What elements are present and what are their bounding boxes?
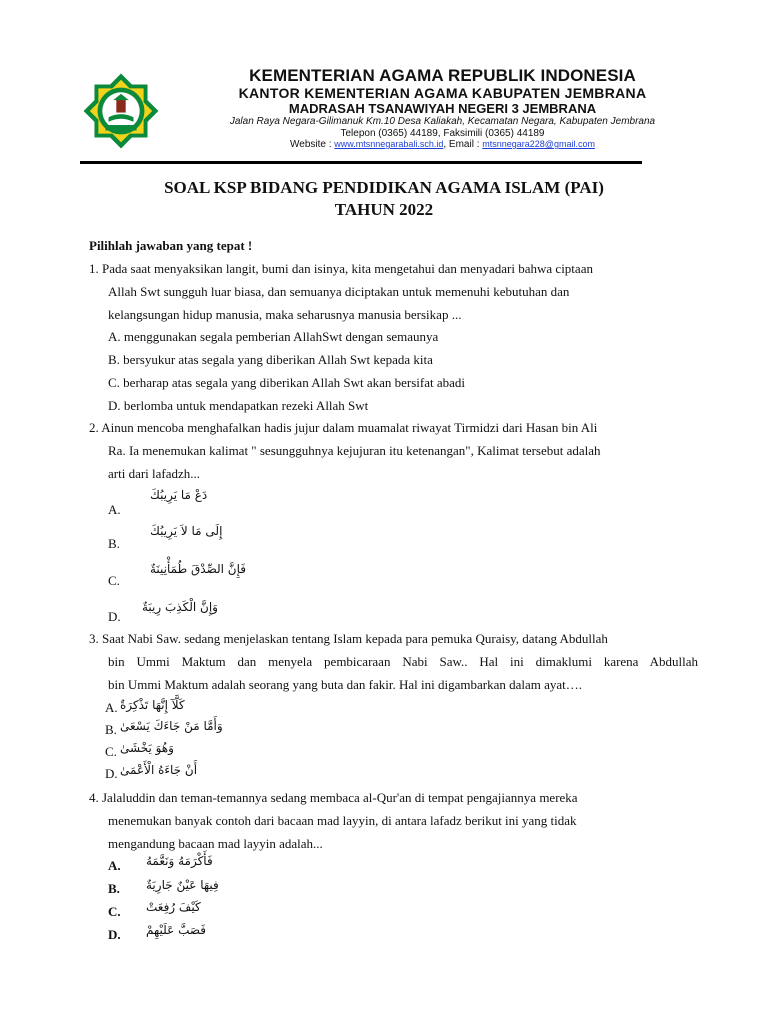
exam-year: TAHUN 2022 <box>334 200 434 219</box>
header-ministry: KEMENTERIAN AGAMA REPUBLIK INDONESIA <box>249 66 636 85</box>
question-1-line-3: kelangsungan hidup manusia, maka seharusnya manusia bersikap ... <box>108 307 462 322</box>
question-1-option-d: D. berlomba untuk mendapatkan rezeki Allah Swt <box>108 398 369 413</box>
question-4-line-2: menemukan banyak contoh dari bacaan mad layyin, di antara lafadz berikut ini yang tidak <box>108 813 577 828</box>
question-2-option-b-letter: B. <box>108 536 120 551</box>
question-2-option-d-arabic: وَإِنَّ الْكَذِبَ رِيبَةٌ <box>142 600 218 614</box>
question-2-option-d-letter: D. <box>108 609 121 624</box>
header-school: MADRASAH TSANAWIYAH NEGERI 3 JEMBRANA <box>288 101 597 116</box>
question-1-option-b: B. bersyukur atas segala yang diberikan Allah Swt kepada kita <box>108 352 433 367</box>
question-2-option-c-arabic: فَإِنَّ الصِّدْقَ طُمَأْنِينَةٌ <box>150 562 246 576</box>
question-3-option-c-letter: C. <box>105 744 117 759</box>
question-4-option-c-arabic: كَيْفَ رُفِعَتْ <box>146 900 201 914</box>
question-4-option-b-letter: B. <box>108 881 120 896</box>
question-4-option-b-arabic: فِيهَا عَيْنٌ جَارِيَةٌ <box>146 878 219 892</box>
question-1-line-1: 1. Pada saat menyaksikan langit, bumi dan isinya, kita mengetahui dan menyadari bahwa ciptaan <box>89 261 593 276</box>
question-4-option-d-arabic: فَصَبَّ عَلَيْهِمْ <box>146 923 207 937</box>
question-4-option-a-letter: A. <box>108 858 121 873</box>
question-4-option-c-letter: C. <box>108 904 121 919</box>
question-3-line-3: bin Ummi Maktum adalah seorang yang buta dan fakir. Hal ini digambarkan dalam ayat…. <box>108 677 583 692</box>
question-4-option-d-letter: D. <box>108 927 121 942</box>
header-office: KANTOR KEMENTERIAN AGAMA KABUPATEN JEMBRANA <box>238 85 647 101</box>
email-label: , Email : <box>443 139 483 150</box>
ministry-logo <box>82 72 160 150</box>
question-2-line-2: Ra. Ia menemukan kalimat " sesungguhnya kejujuran itu ketenangan", Kalimat tersebut adalah <box>108 443 601 458</box>
question-1-line-2: Allah Swt sungguh luar biasa, dan semuanya diciptakan untuk memenuhi kebutuhan dan <box>108 284 570 299</box>
question-4-line-3: mengandung bacaan mad layyin adalah... <box>108 836 323 851</box>
header-phone: Telepon (0365) 44189, Faksimili (0365) 44189 <box>340 128 545 139</box>
question-3-option-d-letter: D. <box>105 766 118 781</box>
instruction: Pilihlah jawaban yang tepat ! <box>89 238 253 253</box>
question-2-option-a-arabic: دَعْ مَا يَرِيبُكَ <box>150 488 208 502</box>
question-1-option-c: C. berharap atas segala yang diberikan Allah Swt akan bersifat abadi <box>108 375 466 390</box>
question-3-line-1: 3. Saat Nabi Saw. sedang menjelaskan tentang Islam kepada para pemuka Quraisy, datang Abdullah <box>89 631 608 646</box>
question-2-option-c-letter: C. <box>108 573 120 588</box>
header-address: Jalan Raya Negara-Gilimanuk Km.10 Desa Kaliakah, Kecamatan Negara, Kabupaten Jembrana <box>229 116 656 127</box>
question-3-option-b-arabic: وَأَمَّا مَنْ جَاءَكَ يَسْعَىٰ <box>120 719 223 733</box>
header-divider <box>80 161 642 164</box>
website-link[interactable]: www.mtsnnegarabali.sch.id <box>334 139 444 149</box>
question-2-line-1: 2. Ainun mencoba menghafalkan hadis jujur dalam muamalat riwayat Tirmidzi dari Hasan bin Ali <box>89 420 598 435</box>
exam-title: SOAL KSP BIDANG PENDIDIKAN AGAMA ISLAM (PAI) <box>164 178 604 197</box>
question-2-option-b-arabic: إِلَى مَا لاَ يَرِيبُكَ <box>150 524 223 538</box>
website-label: Website : <box>290 139 335 150</box>
question-3-option-c-arabic: وَهُوَ يَخْشَىٰ <box>120 741 174 755</box>
question-3-option-b-letter: B. <box>105 722 117 737</box>
question-2-line-3: arti dari lafadzh... <box>108 466 201 481</box>
question-1-option-a: A. menggunakan segala pemberian AllahSwt dengan semaunya <box>108 329 439 344</box>
question-4-option-a-arabic: فَأَكْرَمَهُ وَنَعَّمَهُ <box>146 854 213 868</box>
question-3-option-a-letter: A. <box>105 700 118 715</box>
question-3-option-d-arabic: أَنْ جَاءَهُ الْأَعْمَىٰ <box>120 763 198 777</box>
header-contacts <box>170 139 715 150</box>
question-2-option-a-letter: A. <box>108 502 121 517</box>
email-link[interactable]: mtsnnegara228@gmail.com <box>482 139 595 149</box>
question-3-line-2: bin Ummi Maktum dan menyela pembicaraan Nabi Saw.. Hal ini dimaklumi karena Abdullah <box>108 654 698 669</box>
question-4-line-1: 4. Jalaluddin dan teman-temannya sedang membaca al-Qur'an di tempat pengajiannya mereka <box>89 790 578 805</box>
question-3-option-a-arabic: كَلَّآ إِنَّهَا تَذْكِرَةٌ <box>120 698 185 712</box>
